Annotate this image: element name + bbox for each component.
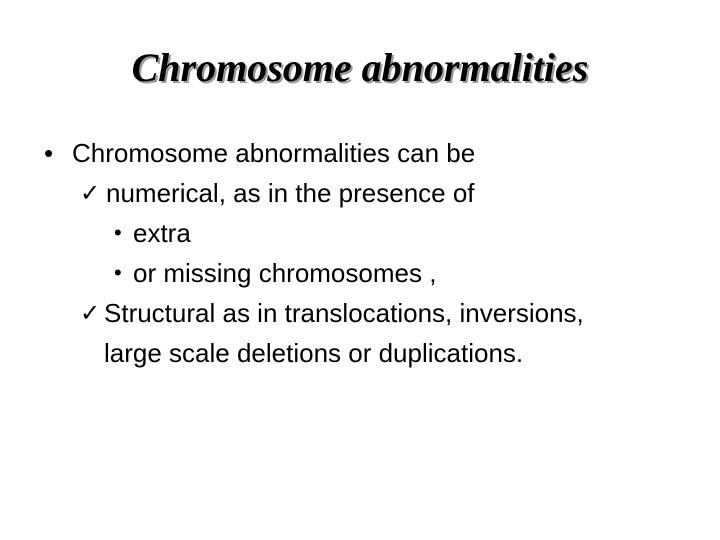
check-continuation-line — [0, 333, 720, 373]
check-text: Structural as in translocations, inversions, — [104, 298, 584, 328]
check-icon: ✓ — [80, 179, 101, 207]
check-icon: ✓ — [80, 299, 101, 327]
bullet-icon: • — [44, 138, 54, 168]
bullet-text: Chromosome abnormalities can be — [72, 138, 476, 168]
slide-title: Chromosome abnormalities — [131, 45, 589, 90]
check-line-1 — [0, 173, 720, 213]
check-text: numerical, as in the presence of — [106, 178, 475, 208]
check-line-2 — [0, 293, 720, 333]
bullet-icon: • — [114, 220, 122, 245]
sub-bullet-line-2 — [0, 253, 720, 293]
sub-bullet-text: or missing chromosomes , — [133, 258, 437, 288]
sub-bullet-text: extra — [133, 218, 191, 248]
slide-body — [0, 133, 720, 373]
sub-bullet-line-1 — [0, 213, 720, 253]
check-text-continuation: large scale deletions or duplications. — [104, 338, 524, 368]
bullet-icon: • — [114, 260, 122, 285]
bullet-line-1 — [0, 133, 720, 173]
